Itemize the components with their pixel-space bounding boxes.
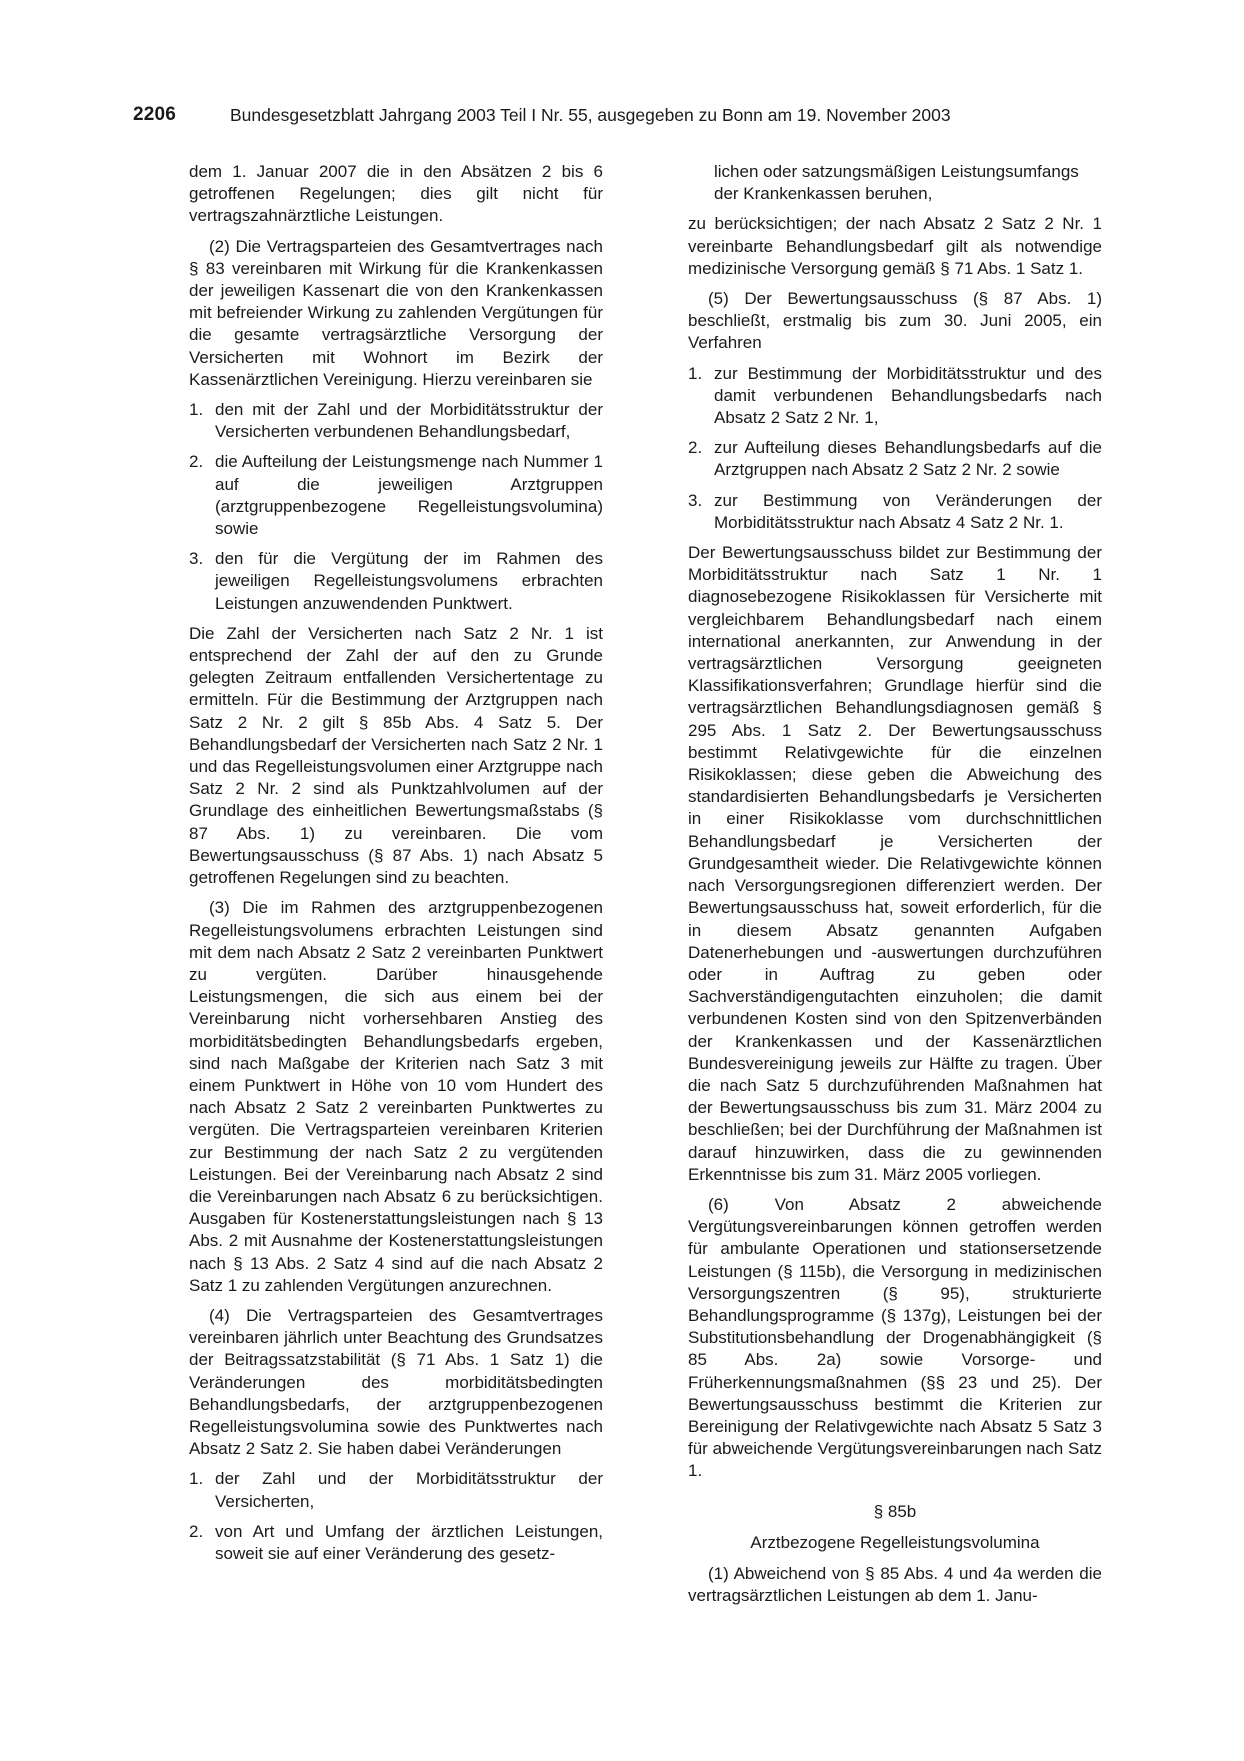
paragraph-abs4-end: zu berücksichtigen; der nach Absatz 2 Satz 2 Nr. 1 vereinbarte Behandlungsbedarf gilt als notwendige medizinische Versorgung gemäß § 71 Abs. 1 Satz 1. <box>688 214 1102 278</box>
page-number: 2206 <box>133 104 177 125</box>
list-abs5 <box>688 363 1102 534</box>
paragraph-abs2-continued: Die Zahl der Versicherten nach Satz 2 Nr. 1 ist entsprechend der Zahl der auf den zu Grunde gelegten Zeitraum entfallenden Versichertentage zu ermitteln. Für die Bestimmung der Arztgruppen nach Satz 2 Nr. 2 gilt § 85b Abs. 4 Satz 5. Der Behandlungsbedarf der Versicherten nach Satz 2 Nr. 1 und das Regelleistungsvolumen einer Arztgruppe nach Satz 2 Nr. 2 sind als Punktzahlvolumen auf der Grundlage des einheitlichen Bewertungsmaßstabs (§ 87 Abs. 1) zu vereinbaren. Die vom Bewertungsausschuss (§ 87 Abs. 1) nach Absatz 5 getroffenen Regelungen sind zu beachten. <box>189 623 603 888</box>
list-item <box>189 1521 603 1565</box>
paragraph-abs5-continued: Der Bewertungsausschuss bildet zur Bestimmung der Morbiditätsstruktur nach Satz 1 Nr. 1 diagnosebezogene Risikoklassen für Versicherte mit vergleichbarem Behandlungsbedarf nach einem international anerkannten, zur Anwendung in der vertragsärztlichen Versorgung geeigneten Klassifikationsverfahren; Grundlage hierfür sind die vertragsärztlichen Behandlungsdiagnosen gemäß § 295 Abs. 1 Satz 2. Der Bewertungsausschuss bestimmt Relativgewichte für die einzelnen Risikoklassen; diese geben die Abweichung des standardisierten Behandlungsbedarfs je Versicherten in einer Risikoklasse vom durchschnittlichen Behandlungsbedarf je Versicherten der Grundgesamtheit wieder. Die Relativgewichte können nach Versorgungsregionen differenziert werden. Der Bewertungsausschuss hat, soweit erforderlich, für die in diesem Absatz genannten Aufgaben Datenerhebungen und -auswertungen durchzuführen oder in Auftrag zu geben oder Sachverständigengutachten einzuholen; die damit verbundenen Kosten sind von den Spitzenverbänden der Krankenkassen und der Kassenärztlichen Bundesvereinigung jeweils zur Hälfte zu tragen. Über die nach Satz 5 durchzuführenden Maßnahmen hat der Bewertungsausschuss bis zum 31. März 2004 zu beschließen; bei der Durchführung der Maßnahmen ist darauf hinzuwirken, dass die zu gewinnenden Erkenntnisse bis zum 31. März 2005 vorliegen. <box>688 543 1102 1184</box>
paragraph-abs2: (2) Die Vertragsparteien des Gesamtvertrages nach § 83 vereinbaren mit Wirkung für die Krankenkassen der jeweiligen Kassenart die von den Krankenkassen mit befreiender Wirkung zu zahlenden Vergütungen für die gesamte vertragsärztliche Versorgung der Versicherten mit Wohnort im Bezirk der Kassenärztlichen Vereinigung. Hierzu vereinbaren sie <box>189 236 603 389</box>
list-item <box>189 548 603 615</box>
section-title: Arztbezogene Regelleistungsvolumina <box>750 1532 1040 1552</box>
list-item-number: 1. <box>189 400 204 420</box>
paragraph-85b-abs1: (1) Abweichend von § 85 Abs. 4 und 4a werden die vertragsärztlichen Leistungen ab dem 1. Janu- <box>688 1563 1102 1606</box>
paragraph-abs6: (6) Von Absatz 2 abweichende Vergütungsvereinbarungen können getroffen werden für ambulante Operationen und stationsersetzende Leistungen (§ 115b), die Versorgung in medizinischen Versorgungszentren (§ 95), strukturierte Behandlungsprogramme (§ 137g), Leistungen bei der Substitutionsbehandlung der Drogenabhängigkeit (§ 85 Abs. 2a) sowie Vorsorge- und Früherkennungsmaßnahmen (§§ 23 und 25). Der Bewertungsausschuss bestimmt die Kriterien zur Bereinigung der Relativgewichte nach Absatz 5 Satz 3 für abweichende Vergütungsvereinbarungen nach Satz 1. <box>688 1194 1102 1481</box>
list-item-text: den mit der Zahl und der Morbiditätsstruktur der Versicherten verbundenen Behandlungsbedarf, <box>215 400 603 442</box>
right-column <box>688 161 1102 1615</box>
list-item-number: 2. <box>189 452 204 472</box>
paragraph-abs5: (5) Der Bewertungsausschuss (§ 87 Abs. 1) beschließt, erstmalig bis zum 30. Juni 2005, ein Verfahren <box>688 289 1102 353</box>
list-item-continuation: lichen oder satzungsmäßigen Leistungsumfangs der Krankenkassen beruhen, <box>714 162 1079 204</box>
section-number: § 85b <box>873 1501 917 1521</box>
list-item-number: 2. <box>189 1521 204 1541</box>
list-item <box>189 1468 603 1512</box>
list-item <box>688 437 1102 481</box>
list-abs4 <box>189 1468 603 1565</box>
list-item-text: der Zahl und der Morbiditätsstruktur der Versicherten, <box>215 1469 603 1511</box>
list-item <box>688 490 1102 534</box>
list-item-text: zur Bestimmung der Morbiditätsstruktur und des damit verbundenen Behandlungsbedarfs nach Absatz 2 Satz 2 Nr. 1, <box>714 363 1102 428</box>
running-head: Bundesgesetzblatt Jahrgang 2003 Teil I Nr. 55, ausgegeben zu Bonn am 19. November 2003 <box>230 105 951 125</box>
list-item-number: 3. <box>688 490 703 510</box>
list-item-text: die Aufteilung der Leistungsmenge nach Nummer 1 auf die jeweiligen Arztgruppen (arztgruppenbezogene Regelleistungsvolumina) sowie <box>215 452 603 539</box>
list-abs2 <box>189 399 603 615</box>
page-header <box>133 104 1013 128</box>
list-item <box>189 451 603 540</box>
list-item-text: zur Bestimmung von Veränderungen der Morbiditätsstruktur nach Absatz 4 Satz 2 Nr. 1. <box>714 490 1102 532</box>
list-item-text: den für die Vergütung der im Rahmen des jeweiligen Regelleistungsvolumens erbrachten Leistungen anzuwendenden Punktwert. <box>215 549 603 613</box>
paragraph-intro: dem 1. Januar 2007 die in den Absätzen 2 bis 6 getroffenen Regelungen; dies gilt nicht für vertragszahnärztliche Leistungen. <box>189 162 603 226</box>
list-item-text: zur Aufteilung dieses Behandlungsbedarfs auf die Arztgruppen nach Absatz 2 Satz 2 Nr. 2 sowie <box>714 438 1102 480</box>
list-item-number: 1. <box>189 1469 204 1489</box>
list-item-text: von Art und Umfang der ärztlichen Leistungen, soweit sie auf einer Veränderung des gesetz- <box>215 1521 603 1563</box>
list-item <box>189 399 603 443</box>
list-item-number: 3. <box>189 549 204 569</box>
list-item <box>688 363 1102 430</box>
paragraph-abs4: (4) Die Vertragsparteien des Gesamtvertrages vereinbaren jährlich unter Beachtung des Grundsatzes der Beitragssatzstabilität (§ 71 Abs. 1 Satz 1) die Veränderungen des morbiditätsbedingten Behandlungsbedarfs, der arztgruppenbezogenen Regelleistungsvolumina sowie des Punktwertes nach Absatz 2 Satz 2. Sie haben dabei Veränderungen <box>189 1305 603 1459</box>
list-item-number: 2. <box>688 438 703 458</box>
list-item-number: 1. <box>688 363 703 383</box>
left-column <box>189 161 603 1573</box>
paragraph-abs3: (3) Die im Rahmen des arztgruppenbezogenen Regelleistungsvolumens erbrachten Leistungen sind mit dem nach Absatz 2 Satz 2 vereinbarten Punktwert zu vergüten. Darüber hinausgehende Leistungsmengen, die sich aus einem bei der Vereinbarung nicht vorhersehbaren Anstieg des morbiditätsbedingten Behandlungsbedarfs ergeben, sind nach Maßgabe der Kriterien nach Satz 3 mit einem Punktwert in Höhe von 10 vom Hundert des nach Absatz 2 Satz 2 vereinbarten Punktwertes zu vergüten. Die Vertragsparteien vereinbaren Kriterien zur Bestimmung der nach Satz 2 zu vergütenden Leistungen. Bei der Vereinbarung nach Absatz 2 sind die Vereinbarungen nach Absatz 6 zu berücksichtigen. Ausgaben für Kostenerstattungsleistungen nach § 13 Abs. 2 mit Ausnahme der Kostenerstattungsleistungen nach § 13 Abs. 2 Satz 4 sind auf die nach Absatz 2 Satz 1 zu zahlenden Vergütungen anzurechnen. <box>189 898 603 1295</box>
